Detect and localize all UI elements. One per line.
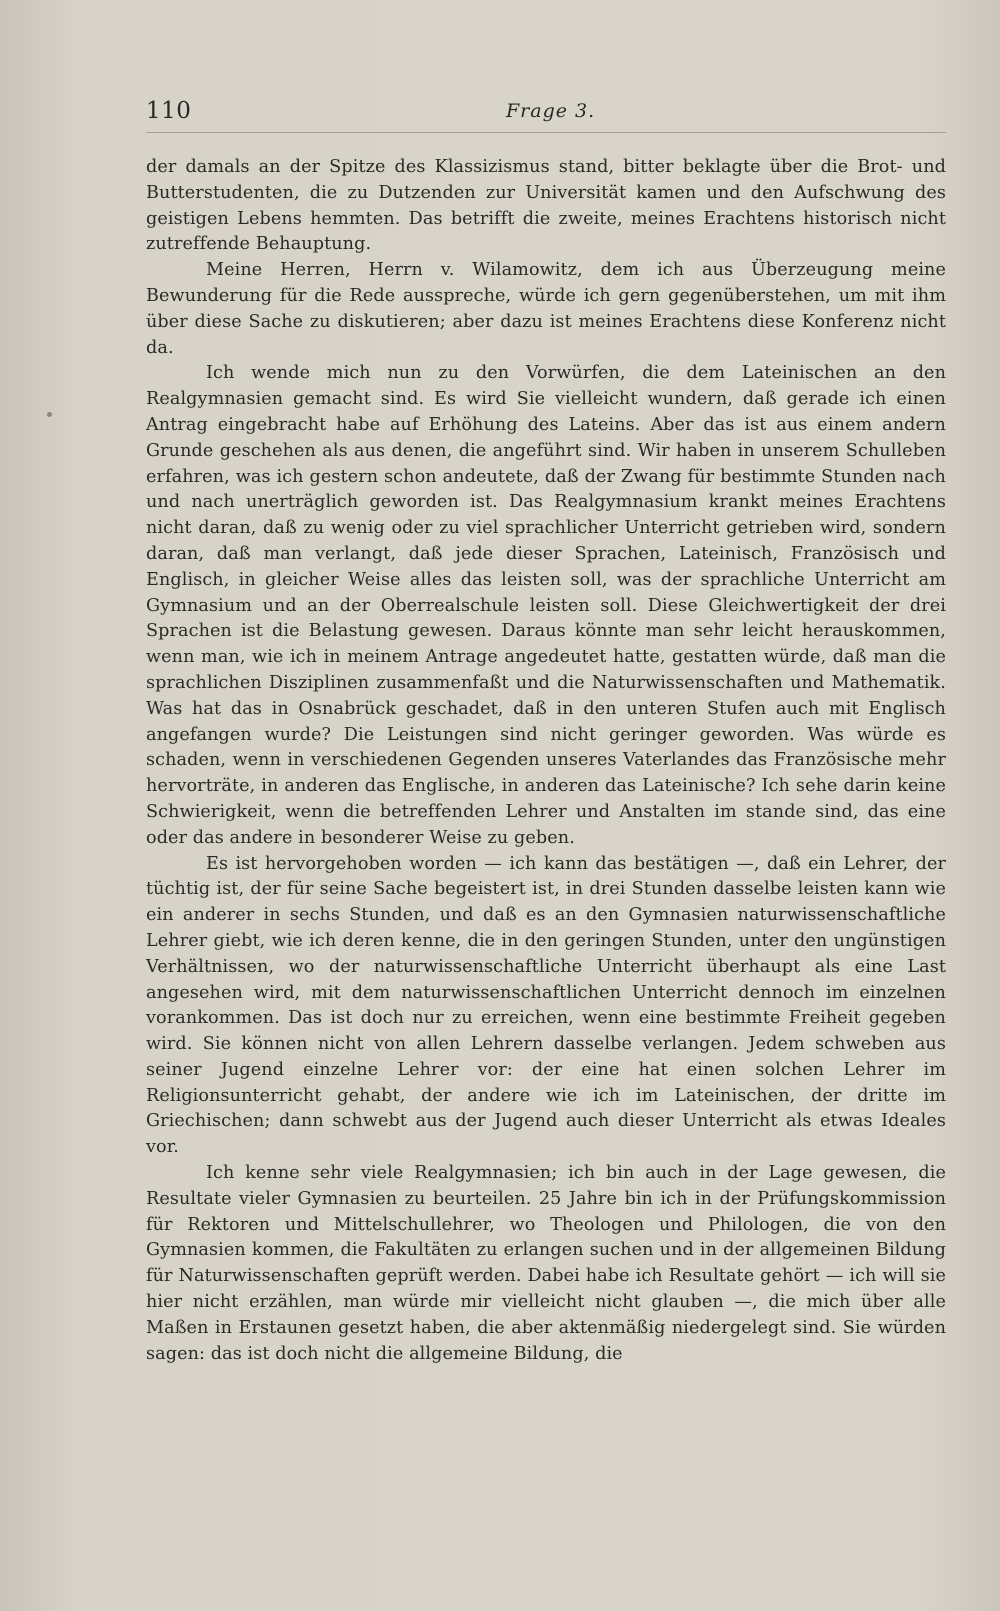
paragraph-1: der damals an der Spitze des Klassizismus stand, bitter beklagte über die Brot- und Butterstudenten, die zu Dutzenden zur Universität kamen und den Aufschwung des geistigen Lebens hemmten. Das betrifft die zweite, meines Erachtens historisch nicht zutreffende Behauptung.	[146, 157, 946, 255]
body-text	[146, 155, 946, 1367]
page-header	[146, 96, 946, 132]
paragraph-4: Es ist hervorgehoben worden — ich kann das bestätigen —, daß ein Lehrer, der tüchtig ist, der für seine Sache begeistert ist, in drei Stunden dasselbe leisten kann wie ein anderer in sechs Stunden, und daß es an den Gymnasien naturwissenschaftliche Lehrer giebt, wie ich deren kenne, die in den geringen Stunden, unter den ungünstigen Verhältnissen, wo der naturwissenschaftliche Unterricht überhaupt als eine Last angesehen wird, mit dem naturwissenschaftlichen Unterricht dennoch im einzelnen vorankommen. Das ist doch nur zu erreichen, wenn eine bestimmte Freiheit gegeben wird. Sie können nicht von allen Lehrern dasselbe verlangen. Jedem schweben aus seiner Jugend einzelne Lehrer vor: der eine hat einen solchen Lehrer im Religionsunterricht gehabt, der andere wie ich im Lateinischen, der dritte im Griechischen; dann schwebt aus der Jugend auch dieser Unterricht als etwas Ideales vor.	[146, 853, 946, 1158]
running-head: Frage 3.	[506, 100, 596, 122]
header-rule	[146, 132, 946, 133]
page-number: 110	[146, 98, 192, 124]
paragraph-2: Meine Herren, Herrn v. Wilamowitz, dem ich aus Überzeugung meine Bewunderung für die Rede ausspreche, würde ich gern gegenüberstehen, um mit ihm über diese Sache zu diskutieren; aber dazu ist meines Erachtens diese Konferenz nicht da.	[146, 260, 946, 358]
paragraph-3: Ich wende mich nun zu den Vorwürfen, die dem Lateinischen an den Realgymnasien gemacht sind. Es wird Sie vielleicht wundern, daß gerade ich einen Antrag eingebracht habe auf Erhöhung des Lateins. Aber das ist aus einem andern Grunde geschehen als aus denen, die angeführt sind. Wir haben in unserem Schulleben erfahren, was ich gestern schon andeutete, daß der Zwang für bestimmte Stunden nach und nach unerträglich geworden ist. Das Realgymnasium krankt meines Erachtens nicht daran, daß zu wenig oder zu viel sprachlicher Unterricht getrieben wird, sondern daran, daß man verlangt, daß jede dieser Sprachen, Lateinisch, Französisch und Englisch, in gleicher Weise alles das leisten soll, was der sprachliche Unterricht am Gymnasium und an der Oberrealschule leisten soll. Diese Gleichwertigkeit der drei Sprachen ist die Belastung gewesen. Daraus könnte man sehr leicht herauskommen, wenn man, wie ich in meinem Antrage angedeutet hatte, gestatten würde, daß man die sprachlichen Disziplinen zusammenfaßt und die Naturwissenschaften und Mathematik. Was hat das in Osnabrück geschadet, daß in den unteren Stufen auch mit Englisch angefangen wurde? Die Leistungen sind nicht geringer geworden. Was würde es schaden, wenn in verschiedenen Gegenden unseres Vaterlandes das Französische mehr hervorträte, in anderen das Englische, in anderen das Lateinische? Ich sehe darin keine Schwierigkeit, wenn die betreffenden Lehrer und Anstalten im stande sind, das eine oder das andere in besonderer Weise zu geben.	[146, 363, 946, 848]
paper-speck	[47, 412, 52, 417]
paragraph-5: Ich kenne sehr viele Realgymnasien; ich bin auch in der Lage gewesen, die Resultate vieler Gymnasien zu beurteilen. 25 Jahre bin ich in der Prüfungskommission für Rektoren und Mittelschullehrer, wo Theologen und Philologen, die von den Gymnasien kommen, die Fakultäten zu erlangen suchen und in der allgemeinen Bildung für Naturwissenschaften geprüft werden. Dabei habe ich Resultate gehört — ich will sie hier nicht erzählen, man würde mir vielleicht nicht glauben —, die mich über alle Maßen in Erstaunen gesetzt haben, die aber aktenmäßig niedergelegt sind. Sie würden sagen: das ist doch nicht die allgemeine Bildung, die	[146, 1163, 946, 1364]
